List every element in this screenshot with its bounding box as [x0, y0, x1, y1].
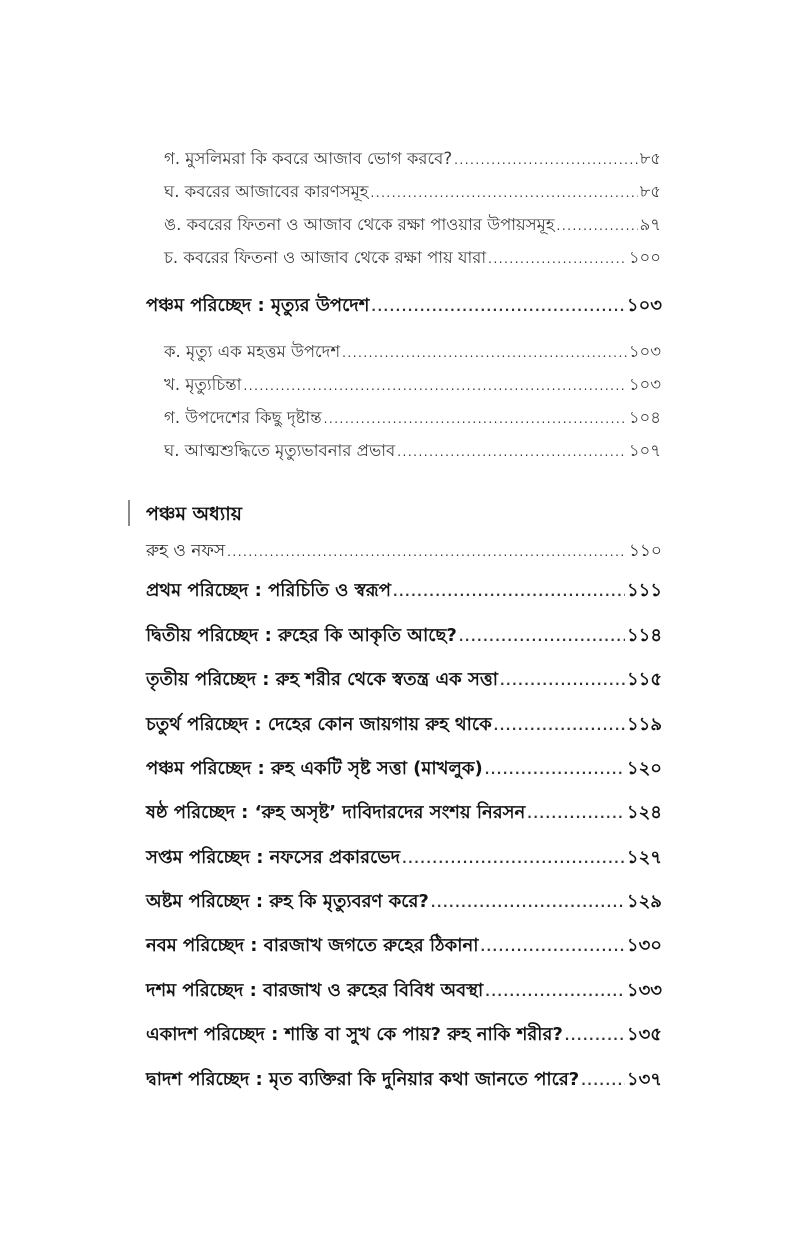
- toc-entry-page: ১০৭: [628, 441, 661, 460]
- toc-chapter-page: ১১১: [626, 580, 662, 601]
- leader-dots: [342, 346, 627, 360]
- toc-chapter-page: ১৩০: [626, 935, 662, 956]
- toc-chapter: [146, 291, 662, 319]
- toc-entry-page: ৮৫: [639, 149, 661, 168]
- toc-entry: [164, 405, 661, 431]
- toc-entry: [164, 179, 661, 205]
- leader-dots: [393, 585, 625, 599]
- leader-dots: [500, 674, 625, 688]
- toc-chapter-title: প্রথম পরিচ্ছেদ : পরিচিতি ও স্বরূপ: [146, 580, 391, 601]
- leader-dots: [459, 630, 625, 644]
- leader-dots: [454, 153, 637, 167]
- toc-chapter-title: নবম পরিচ্ছেদ : বারজাখ জগতে রুহের ঠিকানা: [146, 935, 479, 956]
- toc-entry-page: ১০০: [628, 248, 661, 267]
- toc-entry-title: ঘ. কবরের আজাবের কারণসমূহ: [164, 182, 369, 201]
- toc-chapter-title: একাদশ পরিচ্ছেদ : শাস্তি বা সুখ কে পায়? রুহ নাকি শরীর?: [146, 1024, 563, 1045]
- toc-chapter-page: ১৩৭: [626, 1069, 662, 1090]
- toc-chapter: [146, 843, 662, 871]
- toc-entry-title: চ. কবরের ফিতনা ও আজাব থেকে রক্ষা পায় যারা: [164, 248, 487, 267]
- toc-chapter-title: দ্বাদশ পরিচ্ছেদ : মৃত ব্যক্তিরা কি দুনিয়ার কথা জানতে পারে?: [146, 1069, 580, 1090]
- toc-entry-title: ঘ. আত্মশুদ্ধিতে মৃত্যুভাবনার প্রভাব: [164, 441, 396, 460]
- section-heading: পঞ্চম অধ্যায়: [146, 503, 242, 525]
- toc-entry-page: ১০৪: [628, 408, 661, 427]
- toc-chapter: [146, 887, 662, 915]
- toc-chapter: [146, 931, 662, 959]
- toc-chapter-title: পঞ্চম পরিচ্ছেদ : রুহ একটি সৃষ্ট সত্তা (মাখলুক): [146, 758, 483, 779]
- toc-chapter: [146, 576, 662, 604]
- toc-entry-title: ঙ. কবরের ফিতনা ও আজাব থেকে রক্ষা পাওয়ার উপায়সমূহ: [164, 215, 555, 234]
- leader-dots: [488, 252, 627, 266]
- toc-entry-title: গ. উপদেশের কিছু দৃষ্টান্ত: [164, 408, 322, 427]
- toc-chapter-title: ষষ্ঠ পরিচ্ছেদ : ‘রুহ অসৃষ্ট’ দাবিদারদের সংশয় নিরসন: [146, 802, 526, 823]
- leader-dots: [397, 445, 627, 459]
- toc-entry: [164, 245, 661, 271]
- leader-dots: [324, 412, 627, 426]
- section-marker: [128, 500, 130, 526]
- toc-entry-page: ১০৩: [628, 342, 661, 361]
- toc-chapter-page: ১১৫: [626, 669, 662, 690]
- toc-entry-page: ১১০: [628, 541, 662, 561]
- toc-chapter-title: দশম পরিচ্ছেদ : বারজাখ ও রুহের বিবিধ অবস্থা: [146, 980, 484, 1001]
- toc-chapter-title: চতুর্থ পরিচ্ছেদ : দেহের কোন জায়গায় রুহ থাকে: [146, 714, 492, 735]
- toc-chapter-page: ১১৪: [626, 625, 662, 646]
- leader-dots: [402, 852, 625, 866]
- toc-chapter-page: ১২৪: [626, 802, 662, 823]
- toc-entry-title: খ. মৃত্যুচিন্তা: [164, 375, 242, 394]
- toc-chapter-page: ১১৯: [626, 714, 662, 735]
- leader-dots: [581, 1074, 625, 1088]
- toc-entry: [164, 372, 661, 398]
- toc-chapter-title: তৃতীয় পরিচ্ছেদ : রুহ শরীর থেকে স্বতন্ত্র এক সত্তা: [146, 669, 498, 690]
- toc-chapter: [146, 754, 662, 782]
- toc-entry: [164, 438, 661, 464]
- toc-chapter-title: সপ্তম পরিচ্ছেদ : নফসের প্রকারভেদ: [146, 847, 401, 868]
- toc-entry: [146, 538, 662, 564]
- leader-dots: [494, 719, 625, 733]
- toc-chapter-page: ১৩৫: [626, 1024, 662, 1045]
- leader-dots: [557, 219, 638, 233]
- leader-dots: [565, 1029, 625, 1043]
- toc-chapter: [146, 1065, 662, 1093]
- toc-entry-page: ১০৩: [628, 375, 661, 394]
- toc-entry-title: গ. মুসলিমরা কি কবরে আজাব ভোগ করবে?: [164, 149, 453, 168]
- toc-chapter: [146, 798, 662, 826]
- toc-entry: [164, 212, 661, 238]
- leader-dots: [227, 545, 627, 559]
- toc-chapter-page: ১০৩: [626, 295, 662, 316]
- leader-dots: [480, 940, 624, 954]
- toc-chapter-title: পঞ্চম পরিচ্ছেদ : মৃত্যুর উপদেশ: [146, 295, 370, 316]
- toc-chapter-page: ১৩৩: [626, 980, 662, 1001]
- toc-entry-title: রুহ ও নফস: [146, 541, 226, 561]
- leader-dots: [370, 186, 637, 200]
- toc-entry: [164, 146, 661, 172]
- toc-chapter-page: ১২৭: [626, 847, 662, 868]
- toc-chapter: [146, 976, 662, 1004]
- toc-entry-page: ৯৭: [639, 215, 661, 234]
- leader-dots: [371, 300, 625, 314]
- toc-chapter-title: অষ্টম পরিচ্ছেদ : রুহ কি মৃত্যুবরণ করে?: [146, 891, 429, 912]
- leader-dots: [431, 896, 625, 910]
- toc-chapter-title: দ্বিতীয় পরিচ্ছেদ : রুহের কি আকৃতি আছে?: [146, 625, 457, 646]
- leader-dots: [485, 985, 625, 999]
- toc-chapter: [146, 621, 662, 649]
- toc-chapter: [146, 665, 662, 693]
- leader-dots: [243, 379, 626, 393]
- leader-dots: [527, 807, 625, 821]
- toc-chapter: [146, 1020, 662, 1048]
- toc-chapter: [146, 710, 662, 738]
- toc-chapter-page: ১২৯: [626, 891, 662, 912]
- leader-dots: [485, 763, 625, 777]
- toc-entry-title: ক. মৃত্যু এক মহত্তম উপদেশ: [164, 342, 341, 361]
- toc-chapter-page: ১২০: [626, 758, 662, 779]
- toc-entry-page: ৮৫: [639, 182, 661, 201]
- toc-entry: [164, 339, 661, 365]
